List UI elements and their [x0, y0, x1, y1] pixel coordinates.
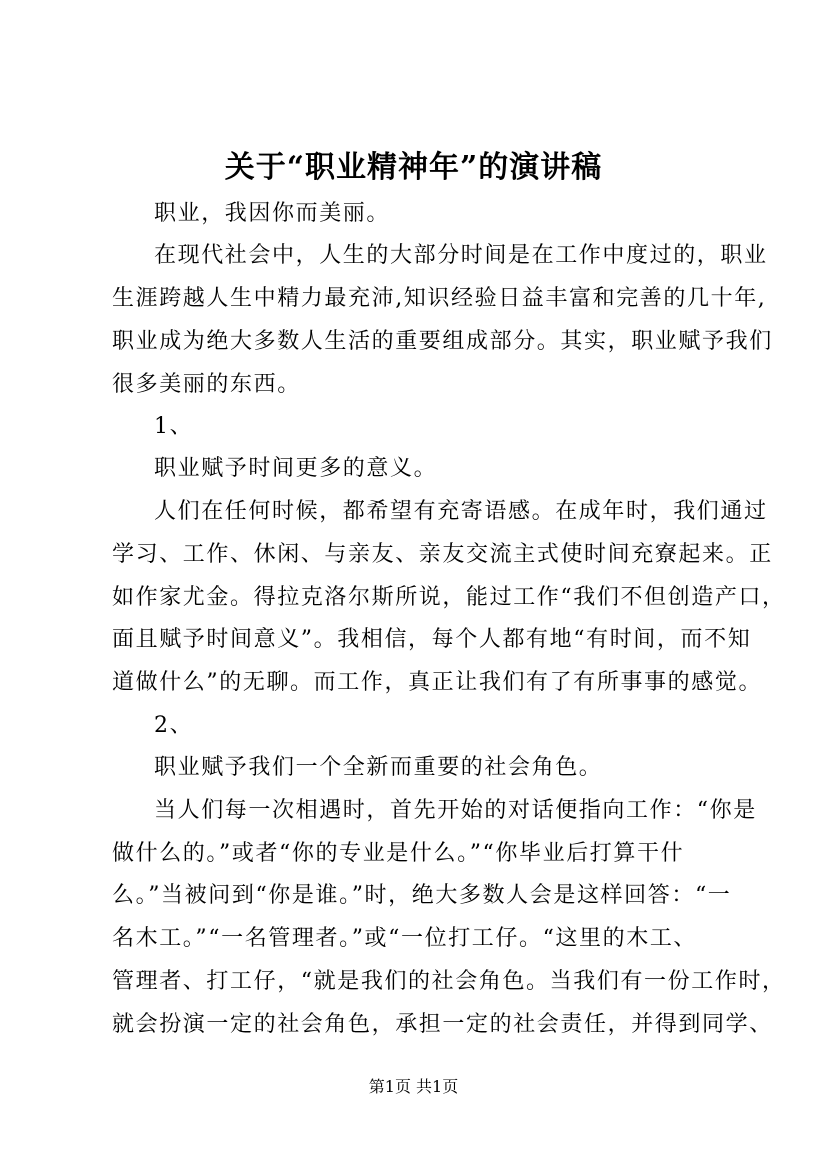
section-heading: 职业赋予时间更多的意义。 — [154, 456, 438, 481]
text-line: 职业成为绝大多数人生活的重要组成部分。其实，职业赋予我们 — [112, 329, 773, 354]
text-line: 名木工。”“一名管理者。”或“一位打工仔。“这里的木工、 — [112, 926, 698, 951]
page-title: 关于“职业精神年”的演讲稿 — [224, 150, 603, 185]
text-line: 如作家尤金。得拉克洛尔斯所说，能过工作“我们不但创造产口， — [112, 585, 786, 610]
text-line: 职业，我因你而美丽。 — [154, 201, 391, 226]
text-line: 管理者、打工仔，“就是我们的社会角色。当我们有一份工作时， — [112, 969, 786, 994]
list-number: 1、 — [154, 414, 194, 439]
page-footer: 第1页 共1页 — [368, 1077, 459, 1096]
text-line: 面且赋予时间意义”。我相信，每个人都有地“有时间，而不知 — [112, 627, 752, 652]
text-line: 做什么的。”或者“你的专业是什么。”“你毕业后打算干什 — [112, 841, 685, 866]
list-number: 2、 — [154, 713, 194, 738]
text-line: 道做什么”的无聊。而工作，真正让我们有了有所事事的感觉。 — [112, 670, 763, 695]
text-line: 当人们每一次相遇时，首先开始的对话便指向工作：“你是 — [154, 798, 757, 823]
text-line: 么。”当被问到“你是谁。”时，绝大多数人会是这样回答：“一 — [112, 883, 732, 908]
text-line: 就会扮演一定的社会角色，承担一定的社会责任，并得到同学、 — [112, 1012, 773, 1037]
text-line: 很多美丽的东西。 — [112, 372, 301, 397]
text-line: 生涯跨越人生中精力最充沛,知识经验日益丰富和完善的几十年, — [112, 286, 767, 311]
text-line: 人们在任何时候，都希望有充寄语感。在成年时，我们通过 — [154, 499, 768, 524]
section-heading: 职业赋予我们一个全新而重要的社会角色。 — [154, 755, 603, 780]
text-line: 在现代社会中，人生的大部分时间是在工作中度过的，职业 — [154, 243, 768, 268]
text-line: 学习、工作、休闲、与亲友、亲友交流主式使时间充寮起来。正 — [112, 542, 773, 567]
